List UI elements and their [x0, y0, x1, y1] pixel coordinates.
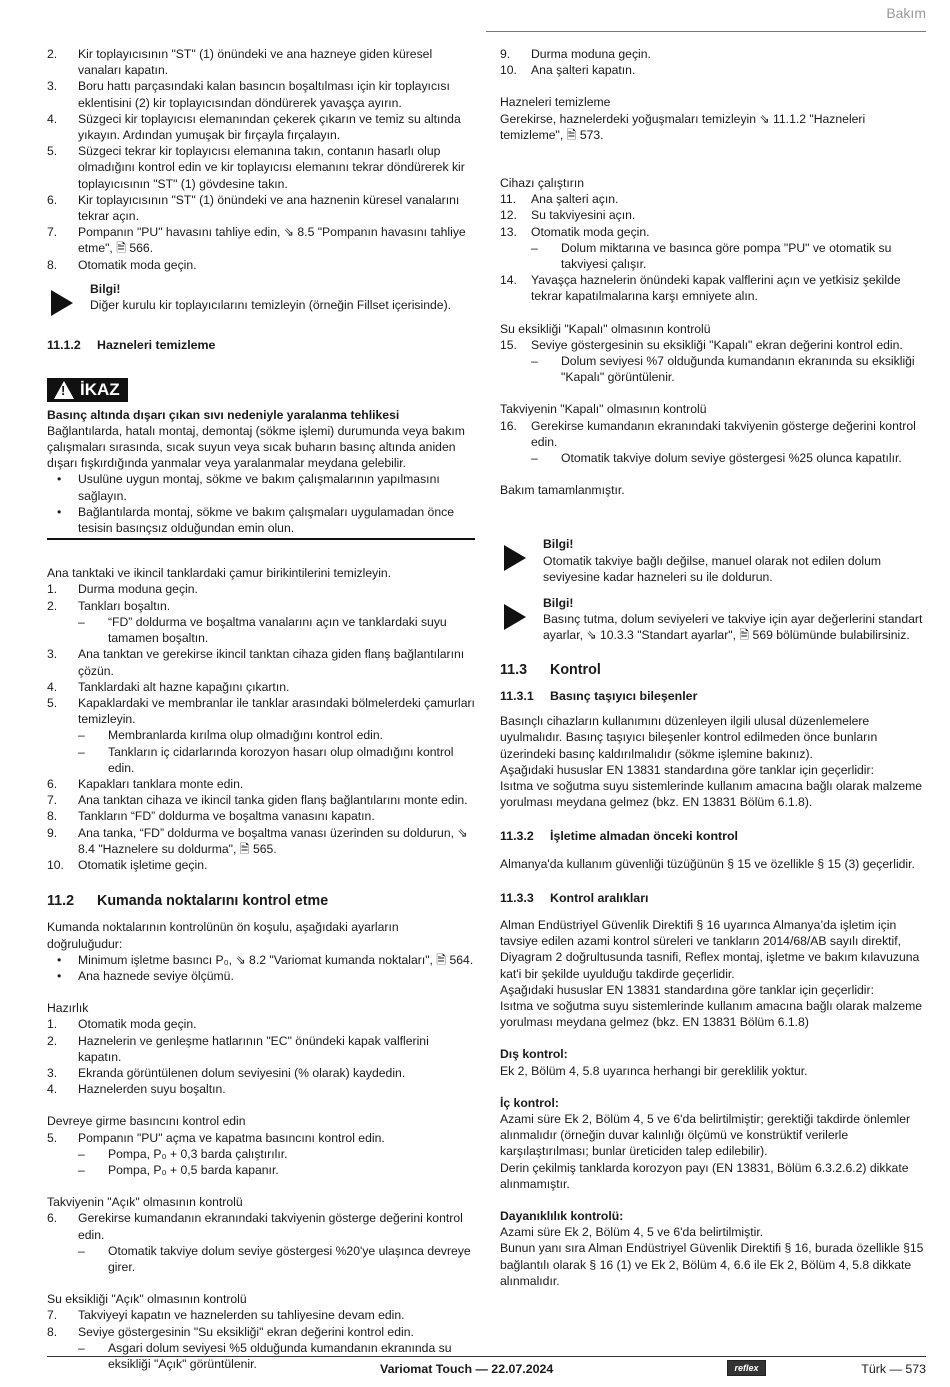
bullet-dot: • [57, 952, 62, 967]
start-steps [500, 191, 928, 304]
list-number: 8. [47, 257, 58, 272]
makeup-on-title: Takviyenin "Açık" olmasının kontrolü [47, 1195, 243, 1210]
dash-bullet: – [531, 451, 538, 466]
sub-item [47, 744, 475, 776]
sub-text: Dolum miktarına ve basınca göre pompa "PU" ve otomatik su takviyesi çalışır. [561, 240, 892, 272]
list-text: Haznelerden suyu boşaltın. [78, 1082, 226, 1097]
list-text: Gerekirse kumandanın ekranındaki takviyenin gösterge değerini kontrol edin. [531, 418, 916, 449]
sub-text: Asgari dolum seviyesi %5 olduğunda kumandanın ekranında su eksikliği "Açık" görüntülenir. [108, 1340, 452, 1372]
bullet-text: Usulüne uygun montaj, sökme ve bakım çalışmalarının yapılmasını sağlayın. [78, 472, 440, 503]
bullet-item [47, 471, 475, 503]
list-item [47, 1130, 475, 1146]
list-number: 13. [500, 224, 517, 239]
internal-check-text [500, 1111, 928, 1192]
sub-text: Pompa, P₀ + 0,5 barda kapanır. [108, 1162, 279, 1177]
cutin-title: Devreye girme basıncını kontrol edin [47, 1114, 246, 1129]
sub-item [47, 1162, 475, 1178]
list-number: 16. [500, 418, 517, 433]
list-text: Kir toplayıcısının "ST" (1) önündeki ve ana hazneye giden küresel vanaları kapatın. [78, 47, 433, 78]
info-arrow-icon [504, 545, 526, 571]
list-item [500, 224, 928, 240]
paragraph: Aşağıdaki hususlar EN 13831 standardına göre tanklar için geçerlidir: [500, 982, 874, 997]
list-text: Süzgeci kir toplayıcısı elemanından çekerek çıkarın ve temiz su altında yıkayın. Ardından yumuşak bir fırçayla fırçalayın. [78, 111, 461, 143]
bullet-text: Minimum işletme basıncı P₀, ⇘ 8.2 "Variomat kumanda noktaları", 🗎 564. [78, 952, 474, 967]
list-number: 6. [47, 192, 58, 207]
sub-item [47, 1243, 475, 1275]
list-text: Ekranda görüntülenen dolum seviyesini (% olarak) kaydedin. [78, 1065, 406, 1080]
list-item [47, 1016, 475, 1032]
list-text: Süzgeci tekrar kir toplayıcısı elemanına takın, contanın hasarlı olup olmadığını kontrol edin ve kir toplayıcısı elemanını tekrar döndürerek kir toplayıcısının "ST" (1) gövdesine takın. [78, 144, 465, 191]
sub-item [47, 727, 475, 743]
paragraph: Azami süre Ek 2, Bölüm 4, 5 ve 6'da belirtilmiştir; gerektiği takdirde önlemler alınmalıdır (örneğin duvar kalınlığı ölçümü ve konstrüktif verilerle karşılaştırılması; bunlar üreticiden talep edilebilir). [500, 1111, 911, 1159]
sub-text: Pompa, P₀ + 0,3 barda çalıştırılır. [108, 1146, 288, 1161]
warning-title: Basınç altında dışarı çıkan sıvı nedeniyle yaralanma tehlikesi [47, 407, 400, 422]
list-number: 4. [47, 679, 58, 694]
bullet-text: Ana haznede seviye ölçümü. [78, 968, 234, 983]
warning-box [47, 366, 475, 540]
sub-text: “FD” doldurma ve boşaltma vanalarını açın ve tanklardaki suyu tamamen boşaltın. [108, 614, 447, 646]
list-number: 7. [47, 225, 58, 240]
dash-bullet: – [78, 1340, 85, 1355]
list-text: Otomatik moda geçin. [78, 1017, 197, 1032]
strength-check-text [500, 1224, 928, 1289]
list-text: Gerekirse kumandanın ekranındaki takviyenin gösterge değerini kontrol edin. [78, 1211, 463, 1242]
bullet-dot: • [57, 968, 62, 983]
warning-bullets [47, 471, 475, 536]
list-number: 10. [47, 857, 64, 872]
paragraph: Isıtma ve soğutma suyu sistemlerinde kullanım amacına bağlı olarak malzeme yorulması meydana gelmez (bkz. EN 13831 Bölüm 6.1.8) [500, 998, 923, 1030]
list-text: Kapaklardaki ve membranlar ile tanklar arasındaki bölmelerdeki çamurları temizleyin. [78, 695, 475, 727]
list-text: Otomatik moda geçin. [78, 257, 197, 272]
sub-item [500, 450, 928, 466]
paragraph: Derin çekilmiş tanklarda korozyon payı (EN 13831, Bölüm 6.3.2.6.2) dikkate alınmamıştır. [500, 1160, 909, 1191]
list-item [500, 272, 928, 304]
list-item [47, 825, 475, 857]
note-text: Basınç tutma, dolum seviyeleri ve takviye için ayar değerlerini standart ayarlar, ⇘ 10.3.3 "Standart ayarlar", 🗎 569 bölümünde bulabilirsiniz. [543, 612, 923, 643]
list-item [47, 192, 475, 224]
list-number: 9. [47, 825, 58, 840]
list-number: 8. [47, 1324, 58, 1339]
section-heading-11-3: 11.3 Kontrol [500, 661, 601, 678]
info-arrow-icon [51, 290, 73, 316]
bullet-item [47, 968, 475, 984]
list-item [47, 1324, 475, 1340]
list-text: Otomatik moda geçin. [531, 224, 650, 239]
lowwater-off-title: Su eksikliği "Kapalı" olmasının kontrolü [500, 321, 711, 336]
list-text: Ana şalteri kapatın. [531, 63, 636, 78]
list-number: 11. [500, 192, 517, 207]
list-item [47, 679, 475, 695]
dash-bullet: – [531, 354, 538, 369]
cutin-steps [47, 1130, 475, 1179]
footer-page-number: Türk — 573 [861, 1362, 926, 1376]
list-item [47, 776, 475, 792]
list-number: 14. [500, 273, 517, 288]
lowwater-on-title: Su eksikliği "Açık" olmasının kontrolü [47, 1292, 247, 1307]
dash-bullet: – [531, 240, 538, 255]
internal-check-title: İç kontrol: [500, 1095, 559, 1110]
sub-item [500, 353, 928, 385]
list-number: 6. [47, 776, 58, 791]
strength-check-title: Dayanıklılık kontrolü: [500, 1208, 624, 1223]
list-number: 7. [47, 793, 58, 808]
external-check-title: Dış kontrol: [500, 1047, 568, 1062]
list-number: 5. [47, 695, 58, 710]
paragraph: Isıtma ve soğutma suyu sistemlerinde kullanım amacına bağlı olarak malzeme yorulması meydana gelmez (bkz. EN 13831 Bölüm 6.1.8). [500, 778, 923, 810]
info-note [500, 536, 928, 585]
list-item [47, 695, 475, 727]
list-number: 4. [47, 1082, 58, 1097]
list-text: Durma moduna geçin. [78, 582, 198, 597]
list-text: Boru hattı parçasındaki kalan basıncın boşaltılması için kir toplayıcısı eklentisini (2) kir toplayıcısından döndürerek yavaşça ayırın. [78, 79, 450, 110]
list-number: 1. [47, 1017, 58, 1032]
prep-title: Hazırlık [47, 1001, 89, 1016]
footer-document: Variomat Touch — 22.07.2024 [380, 1362, 554, 1376]
list-item [47, 257, 475, 273]
list-item [47, 1033, 475, 1065]
list-text: Su takviyesini açın. [531, 208, 636, 223]
list-item [500, 62, 928, 78]
list-number: 5. [47, 144, 58, 159]
warning-badge: ! İKAZ [47, 378, 128, 402]
list-item [47, 46, 475, 78]
note-text: Otomatik takviye bağlı değilse, manuel olarak not edilen dolum seviyesine kadar hazneleri su ile doldurun. [543, 553, 882, 584]
steps-top-left [47, 46, 475, 273]
list-item [500, 46, 928, 62]
list-item [500, 191, 928, 207]
info-arrow-icon [504, 604, 526, 630]
sub-item [47, 614, 475, 646]
clean-title: Hazneleri temizleme [500, 95, 611, 110]
sub-text: Membranlarda kırılma olup olmadığını kontrol edin. [108, 728, 384, 743]
list-item [47, 224, 475, 256]
list-text: Ana tanktan cihaza ve ikincil tanka giden flanş bağlantılarını monte edin. [78, 793, 468, 808]
section-heading-11-3-2: 11.3.2 İşletime almadan önceki kontrol [500, 829, 738, 844]
list-item [500, 337, 928, 353]
dash-bullet: – [78, 614, 85, 629]
sub-text: Dolum seviyesi %7 olduğunda kumandanın ekranında su eksikliği "Kapalı" görüntülenir. [561, 354, 915, 385]
makeup-off-title: Takviyenin "Kapalı" olmasının kontrolü [500, 402, 707, 417]
list-item [47, 646, 475, 678]
footer-rule [47, 1356, 926, 1357]
clean-text: Gerekirse, haznelerdeki yoğuşmaları temizleyin ⇘ 11.1.2 "Hazneleri temizleme", 🗎 573. [500, 111, 866, 142]
dash-bullet: – [78, 744, 85, 759]
list-text: Takviyeyi kapatın ve haznelerden su tahliyesine devam edin. [78, 1308, 405, 1323]
list-item [47, 143, 475, 192]
lowwater-off-steps [500, 337, 928, 386]
list-number: 5. [47, 1130, 58, 1145]
bullet-dot: • [57, 472, 62, 487]
list-text: Tankların “FD” doldurma ve boşaltma vanasını kapatın. [78, 809, 375, 824]
section-heading-11-1-2: 11.1.2 Hazneleri temizleme [47, 338, 216, 353]
paragraph: Alman Endüstriyel Güvenlik Direktifi § 16 uyarınca Almanya’da işletim için tavsiye edilen azami kontrol süreleri ve tankların 2014/68/AB sayılı direktif, Diyagram 2 doğrultusunda tasnifi, Reflex montaj, işletme ve bakım kılavuzuna kat'i bir şekilde uyulduğu takdirde geçerlidir. [500, 917, 920, 981]
paragraph: Azami süre Ek 2, Bölüm 4, 5 ve 6'da belirtilmiştir. [500, 1225, 764, 1240]
list-number: 3. [47, 79, 58, 94]
list-text: Tankları boşaltın. [78, 598, 171, 613]
list-number: 3. [47, 1065, 58, 1080]
check-intro: Kumanda noktalarının kontrolünün ön koşulu, aşağıdaki ayarların doğruluğudur: [47, 920, 399, 951]
sub-text: Otomatik takviye dolum seviye göstergesi %20'ye ulaşınca devreye girer. [108, 1243, 471, 1274]
info-note [47, 281, 475, 313]
left-column [47, 46, 475, 1372]
list-text: Haznelerin ve genleşme hatlarının "EC" önündeki kapak valflerini kapatın. [78, 1033, 429, 1064]
list-text: Tanklardaki alt hazne kapağını çıkartın. [78, 679, 290, 694]
paragraph: Basınçlı cihazların kullanımını düzenleyen ilgili ulusal düzenlemelere uyulmalıdır. Basınç taşıyıcı bileşenler kontrol edilmeden önce bunların üzerindeki basınç kaldırılmalıdır (sökme işlemine bakınız). [500, 714, 878, 761]
right-column [500, 46, 928, 1289]
paragraphs-11-3-3 [500, 917, 928, 1030]
list-number: 3. [47, 647, 58, 662]
note-text: Diğer kurulu kir toplayıcılarını temizleyin (örneğin Fillset içerisinde). [90, 298, 452, 313]
list-item [500, 207, 928, 223]
bullet-dot: • [57, 504, 62, 519]
header-section-title: Bakım [886, 5, 926, 21]
clean-intro: Ana tanktaki ve ikincil tanklardaki çamur birikintilerini temizleyin. [47, 566, 392, 581]
sub-text: Tankların iç cidarlarında korozyon hasarı olup olmadığını kontrol edin. [108, 744, 454, 775]
sub-text: Otomatik takviye dolum seviye göstergesi %25 olunca kapatılır. [561, 451, 902, 466]
list-item [47, 111, 475, 143]
check-bullets [47, 952, 475, 984]
makeup-off-steps [500, 418, 928, 467]
list-text: Pompanın "PU" açma ve kapatma basıncını kontrol edin. [78, 1130, 385, 1145]
paragraph-11-3-2: Almanya'da kullanım güvenliği tüzüğünün § 15 ve özellikle § 15 (3) geçerlidir. [500, 856, 915, 871]
bullet-text: Bağlantılarda montaj, sökme ve bakım çalışmaları uygulamadan önce tesisin basınçsız olduğundan emin olun. [78, 504, 454, 536]
list-number: 10. [500, 63, 517, 78]
list-item [47, 857, 475, 873]
section-heading-11-3-3: 11.3.3 Kontrol aralıkları [500, 890, 649, 905]
reflex-logo: reflex [727, 1360, 766, 1376]
list-number: 2. [47, 598, 58, 613]
list-number: 2. [47, 47, 58, 61]
paragraph: Aşağıdaki hususlar EN 13831 standardına göre tanklar için geçerlidir: [500, 762, 874, 777]
list-text: Durma moduna geçin. [531, 47, 651, 61]
sub-item [500, 240, 928, 272]
list-item [47, 598, 475, 614]
section-heading-11-3-1: 11.3.1 Basınç taşıyıcı bileşenler [500, 688, 698, 703]
list-number: 2. [47, 1033, 58, 1048]
dash-bullet: – [78, 728, 85, 743]
list-item [47, 1307, 475, 1323]
list-text: Ana tanktan ve gerekirse ikincil tanktan cihaza giden flanş bağlantılarını çözün. [78, 647, 465, 678]
list-number: 9. [500, 47, 511, 61]
list-item [47, 581, 475, 597]
bullet-item [47, 504, 475, 536]
dash-bullet: – [78, 1162, 85, 1177]
list-text: Seviye göstergesinin "Su eksikliği" ekran değerini kontrol edin. [78, 1324, 414, 1339]
info-note [500, 595, 928, 644]
prep-steps [47, 1016, 475, 1097]
list-text: Pompanın "PU" havasını tahliye edin, ⇘ 8.5 "Pompanın havasını tahliye etme", 🗎 566. [78, 225, 466, 256]
list-number: 12. [500, 208, 517, 223]
note-title: Bilgi! [90, 281, 121, 296]
list-text: Yavaşça haznelerin önündeki kapak valflerini açın ve yetkisiz şekilde tekrar kapatılmalarına karşı emniyete alın. [531, 273, 901, 304]
list-text: Kir toplayıcısının "ST" (1) önündeki ve ana haznenin küresel vanalarını tekrar açın. [78, 192, 460, 224]
paragraph: Bunun yanı sıra Alman Endüstriyel Güvenlik Direktifi § 16, burada özellikle §15 bağlantılı olarak § 16 (1) ve Ek 2, Bölüm 4, 6.6 ile Ek 2, Bölüm 4, 5.8 dikkate alınmalıdır. [500, 1241, 924, 1288]
note-title: Bilgi! [543, 537, 574, 552]
list-number: 15. [500, 337, 517, 352]
bullet-item [47, 952, 475, 968]
list-number: 8. [47, 809, 58, 824]
makeup-on-steps [47, 1210, 475, 1275]
list-item [500, 418, 928, 450]
steps-top-right [500, 46, 928, 78]
dash-bullet: – [78, 1243, 85, 1258]
dash-bullet: – [78, 1146, 85, 1161]
list-number: 1. [47, 582, 58, 597]
note-title: Bilgi! [543, 596, 574, 611]
warning-text: Bağlantılarda, hatalı montaj, demontaj (sökme işlemi) durumunda veya bakım çalışmaları sırasında, sıcak suyun veya sıcak buharın basınç altında aniden dışarı fışkırdığında yanmalar veya yaralanmalar meydana gelebilir. [47, 423, 465, 471]
list-text: Ana tanka, “FD” doldurma ve boşaltma vanası üzerinden su doldurun, ⇘ 8.4 "Haznelere su doldurma", 🗎 565. [78, 825, 468, 856]
section-heading-11-2: 11.2 Kumanda noktalarını kontrol etme [47, 893, 329, 910]
list-text: Kapakları tanklara monte edin. [78, 776, 244, 791]
maintenance-done: Bakım tamamlanmıştır. [500, 483, 625, 498]
list-item [47, 1081, 475, 1097]
list-item [47, 78, 475, 110]
sub-item [47, 1146, 475, 1162]
list-number: 6. [47, 1211, 58, 1226]
list-item [47, 808, 475, 824]
clean-steps [47, 581, 475, 873]
paragraphs-11-3-1 [500, 713, 928, 810]
list-number: 7. [47, 1308, 58, 1323]
list-item [47, 792, 475, 808]
list-item [47, 1065, 475, 1081]
list-text: Otomatik işletime geçin. [78, 857, 208, 872]
start-title: Cihazı çalıştırın [500, 176, 584, 191]
list-text: Seviye göstergesinin su eksikliği "Kapalı" ekran değerini kontrol edin. [531, 337, 903, 352]
warning-triangle-icon: ! [54, 381, 74, 399]
external-check-text: Ek 2, Bölüm 4, 5.8 uyarınca herhangi bir gereklilik yoktur. [500, 1063, 808, 1078]
header-rule [486, 31, 926, 32]
list-text: Ana şalteri açın. [531, 192, 619, 207]
list-item [47, 1210, 475, 1242]
list-number: 4. [47, 111, 58, 126]
